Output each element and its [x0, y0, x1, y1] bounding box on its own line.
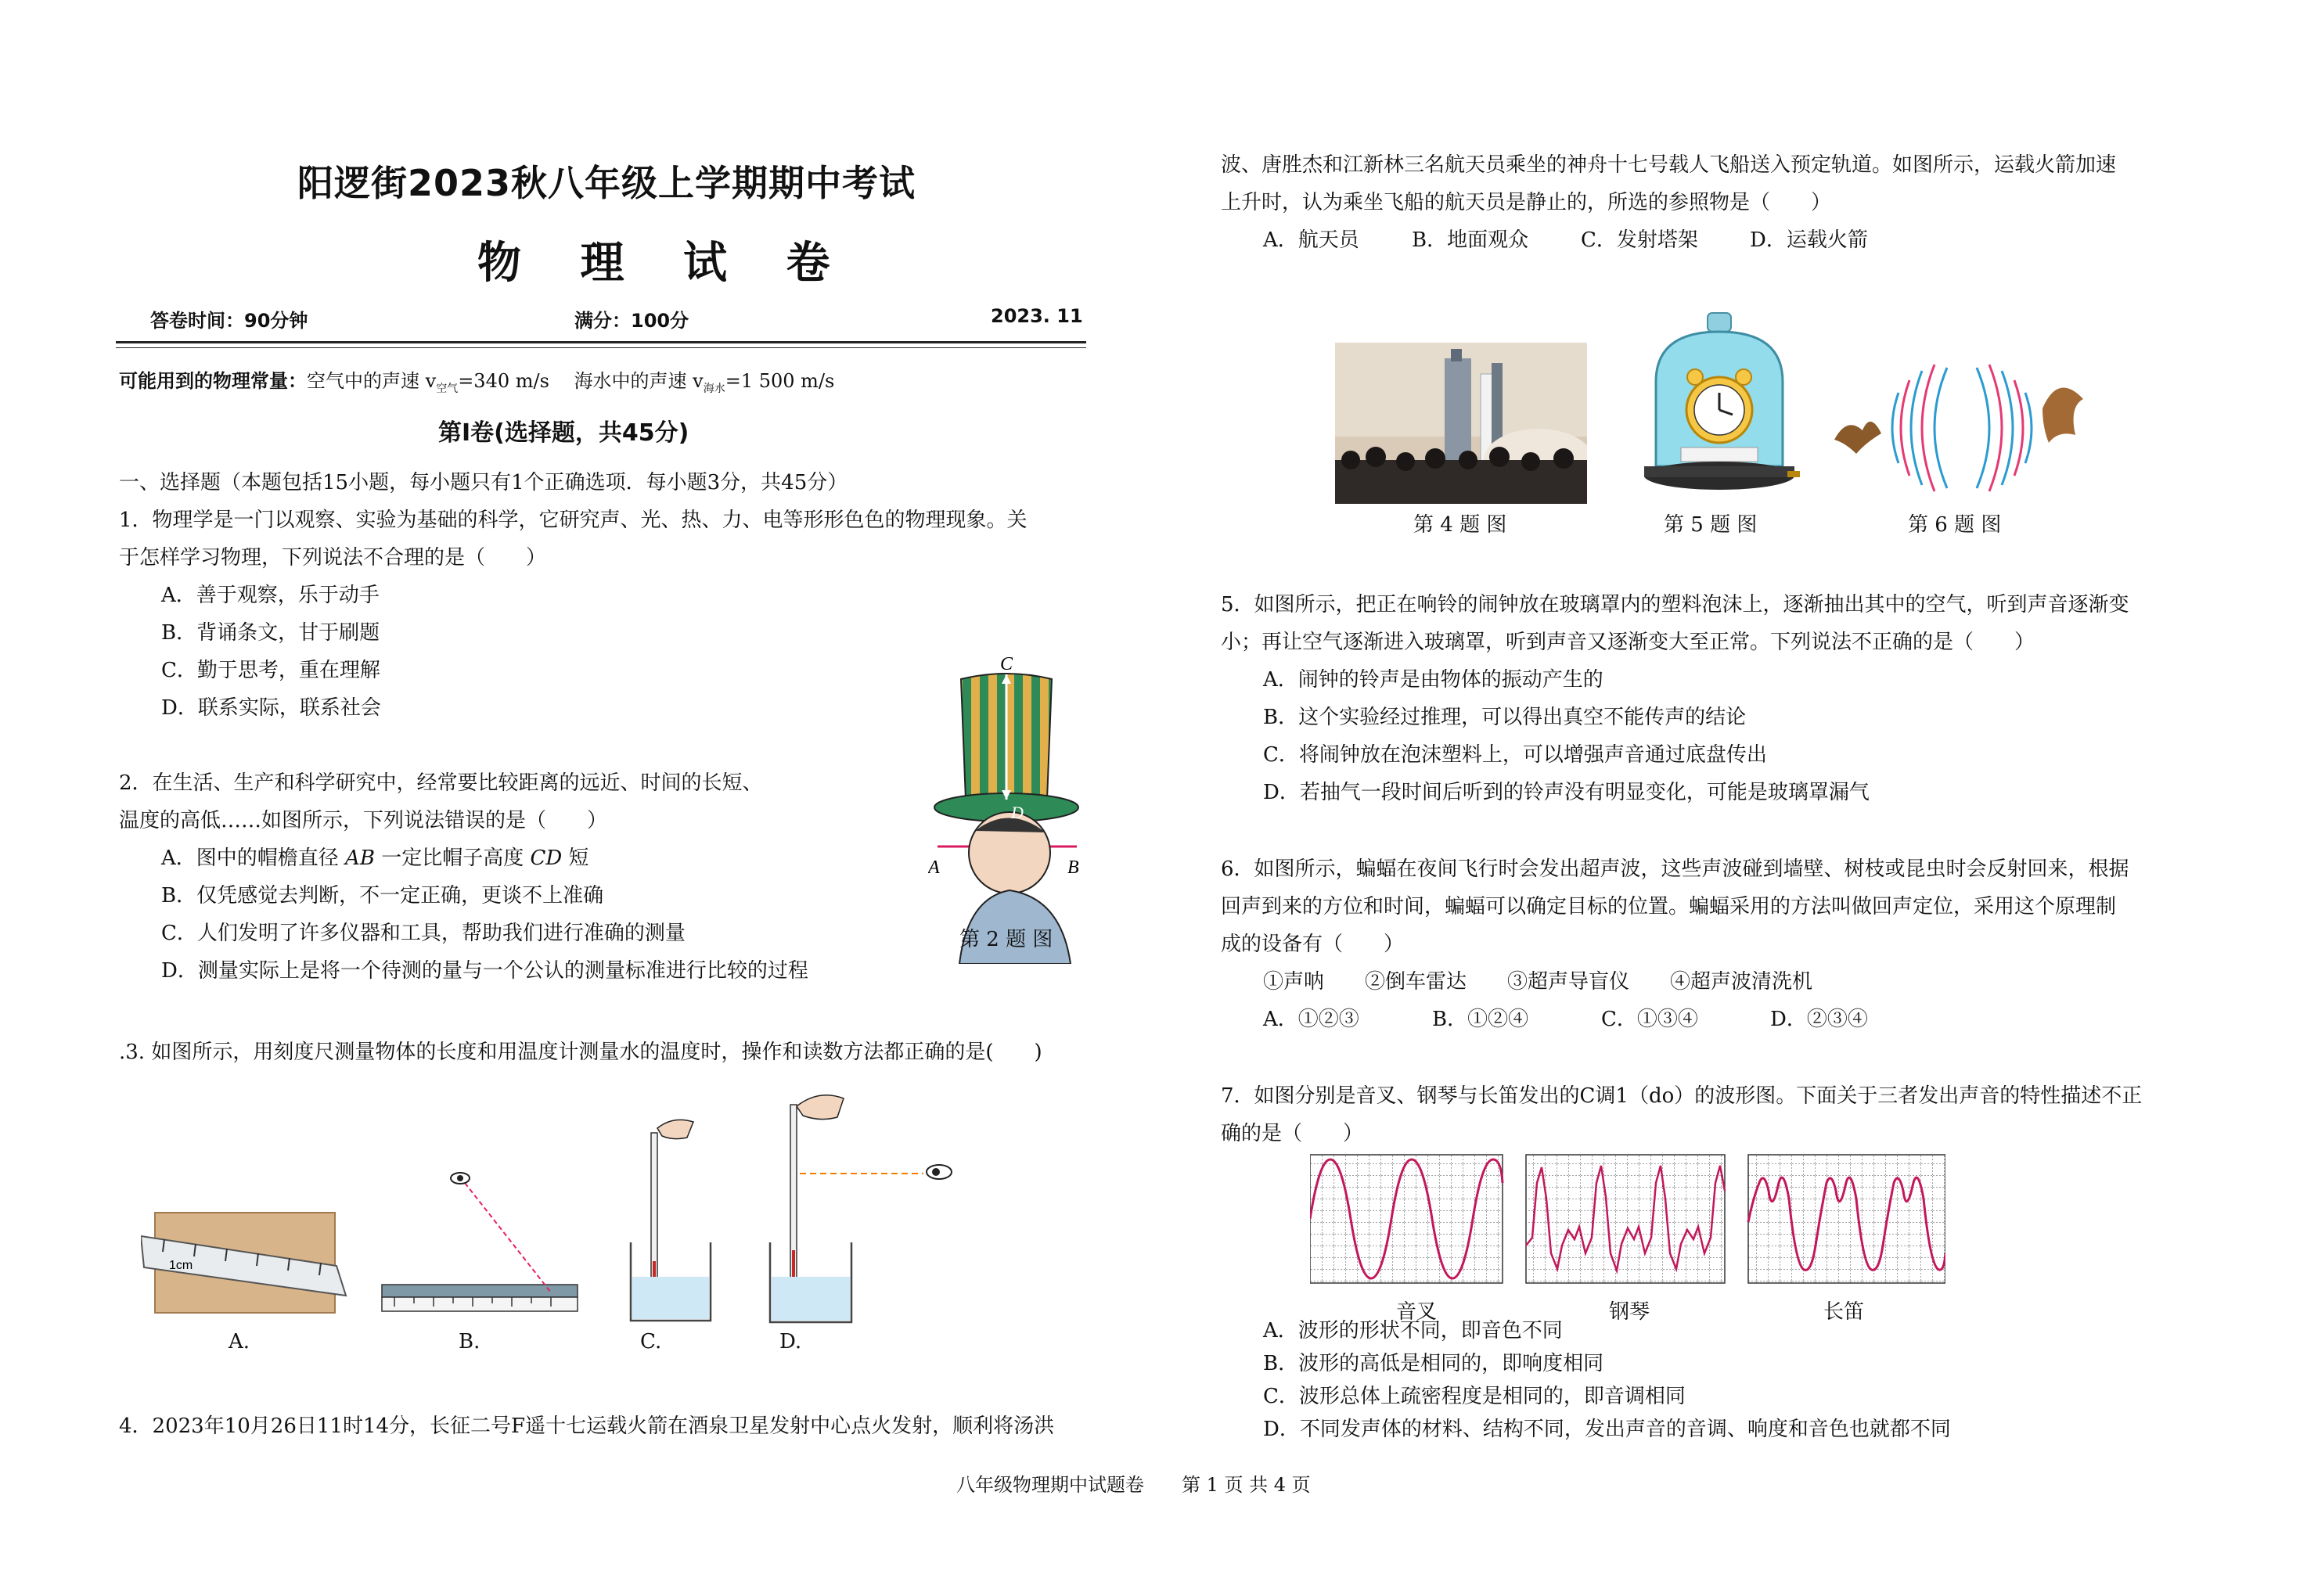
fig6-bats-waves: [1831, 361, 2089, 494]
q3-label-b: B.: [459, 1330, 480, 1353]
fig4-caption: 第 4 题 图: [1413, 513, 1507, 537]
constants-label: 可能用到的物理常量：: [119, 370, 307, 392]
q2-line2: 温度的高低……如图所示，下列说法错误的是（ ）: [119, 809, 608, 832]
q6-items: ①声呐 ②倒车雷达 ③超声导盲仪 ④超声波清洗机: [1263, 970, 1813, 994]
q7-line1: 7．如图分别是音叉、钢琴与长笛发出的C调1（do）的波形图。下面关于三者发出声音的特性描述不正: [1221, 1084, 2143, 1108]
q3-label-d: D.: [779, 1330, 802, 1353]
exam-subtitle: 物 理 试 卷: [477, 238, 852, 289]
section-heading: 第Ⅰ卷(选择题，共45分): [438, 419, 689, 447]
q5-line2: 小；再让空气逐渐进入玻璃罩，听到声音又逐渐变大至正常。下列说法不正确的是（ ）: [1221, 631, 2035, 654]
q7-option-a: A．波形的形状不同，即音色不同: [1263, 1319, 1563, 1343]
physics-constants: [119, 368, 834, 402]
q5-option-d: D．若抽气一段时间后听到的铃声没有明显变化，可能是玻璃罩漏气: [1263, 781, 1870, 804]
fig4-rocket-photo: [1335, 343, 1587, 504]
q2-line1: 2．在生活、生产和科学研究中，经常要比较距离的远近、时间的长短、: [119, 771, 763, 795]
sea-speed-value: =1 500 m/s: [725, 370, 835, 392]
exam-title: 阳逻街2023秋八年级上学期期中考试: [297, 162, 916, 204]
exam-date: 2023. 11: [991, 305, 1083, 327]
air-speed-value: =340 m/s: [458, 370, 549, 392]
q2-figure-caption: 第 2 题 图: [959, 928, 1053, 951]
q4-line2: 上升时，认为乘坐飞船的航天员是静止的，所选的参照物是（ ）: [1221, 191, 1832, 214]
q4-option-d: D．运载火箭: [1750, 228, 1868, 252]
q5-option-c: C．将闹钟放在泡沫塑料上，可以增强声音通过底盘传出: [1263, 743, 1767, 767]
q2-option-d: D．测量实际上是将一个待测的量与一个公认的测量标准进行比较的过程: [161, 959, 808, 983]
exam-time: 答卷时间：90分钟: [150, 310, 308, 332]
q5-line1: 5．如图所示，把正在响铃的闹钟放在玻璃罩内的塑料泡沫上，逐渐抽出其中的空气，听到声音逐渐变: [1221, 593, 2129, 616]
q1-option-d: D．联系实际，联系社会: [161, 696, 381, 720]
q2-option-c: C．人们发明了许多仪器和工具，帮助我们进行准确的测量: [161, 922, 686, 945]
q7-waveforms: [1310, 1152, 1945, 1292]
q2-label-b: B: [1067, 857, 1079, 878]
q7-line2: 确的是（ ）: [1221, 1122, 1364, 1145]
q6-line2: 回声到来的方位和时间，蝙蝠可以确定目标的位置。蝙蝠采用的方法叫做回声定位，采用这个原理制: [1221, 895, 2117, 918]
q2-label-a: A: [928, 857, 940, 878]
q6-option-c: C．①③④: [1601, 1008, 1698, 1031]
q1-option-c: C．勤于思考，重在理解: [161, 659, 380, 682]
q7-option-d: D．不同发声体的材料、结构不同，发出声音的音调、响度和音色也就都不同: [1263, 1418, 1951, 1441]
air-speed-sub: 空气: [436, 382, 459, 395]
q3-ruler-label: 1cm: [169, 1259, 193, 1272]
wave-panel-tuning-fork: [1310, 1155, 1503, 1283]
q7-option-b: B．波形的高低是相同的，即响度相同: [1263, 1352, 1604, 1375]
page-footer: 八年级物理期中试题卷 第 1 页 共 4 页: [956, 1474, 1311, 1496]
q2-label-c: C: [1000, 654, 1013, 674]
q3-figure-a: [141, 1197, 352, 1322]
wave-label-tuning-fork: 音叉: [1396, 1300, 1438, 1324]
q5-option-a: A．闹钟的铃声是由物体的振动产生的: [1263, 668, 1603, 692]
q7-option-c: C．波形总体上疏密程度是相同的，即音调相同: [1263, 1385, 1686, 1408]
q2-label-d: D: [1011, 803, 1024, 822]
q3-line1: .3. 如图所示，用刻度尺测量物体的长度和用温度计测量水的温度时，操作和读数方法都正确的是( ): [119, 1041, 1042, 1064]
part1-title: 一、选择题（本题包括15小题，每小题只有1个正确选项．每小题3分，共45分）: [119, 471, 848, 494]
wave-label-piano: 钢琴: [1609, 1300, 1650, 1324]
q4-line1: 波、唐胜杰和江新林三名航天员乘坐的神舟十七号载人飞船送入预定轨道。如图所示，运载火箭加速: [1221, 153, 2117, 177]
q2-option-a-cd: CD: [530, 847, 563, 870]
exam-score: 满分：100分: [574, 310, 689, 332]
q2-option-a-text3: 短: [568, 847, 589, 870]
wave-label-flute: 长笛: [1823, 1300, 1865, 1324]
fig5-bell-jar: [1639, 310, 1800, 505]
air-speed-text: 空气中的声速 v: [307, 370, 437, 392]
q6-line3: 成的设备有（ ）: [1221, 933, 1405, 956]
q3-figure-b: [379, 1166, 582, 1322]
q3-figure-c: [618, 1111, 736, 1322]
header-rule-thin: [116, 347, 1086, 348]
q1-line2: 于怎样学习物理，下列说法不合理的是（ ）: [119, 546, 547, 570]
q4-option-b: B．地面观众: [1412, 228, 1529, 252]
q2-option-a-text2: 一定比帽子高度: [381, 847, 524, 870]
q1-option-b: B．背诵条文，甘于刷题: [161, 621, 380, 645]
header-rule-thick: [116, 341, 1086, 343]
q4-option-c: C．发射塔架: [1581, 228, 1698, 252]
q6-option-a: A．①②③: [1263, 1008, 1359, 1031]
q2-option-a-ab: AB: [345, 847, 375, 870]
q6-option-d: D．②③④: [1770, 1008, 1868, 1031]
q4-line-start: 4．2023年10月26日11时14分，长征二号F遥十七运载火箭在酒泉卫星发射中心点火发射，顺利将汤洪: [119, 1414, 1055, 1438]
q3-figure-d: [756, 1089, 975, 1324]
q1-option-a: A．善于观察，乐于动手: [161, 584, 380, 607]
fig6-caption: 第 6 题 图: [1908, 513, 2002, 537]
q3-label-c: C.: [640, 1330, 662, 1353]
wave-panel-flute: [1748, 1155, 1945, 1283]
fig5-caption: 第 5 题 图: [1664, 513, 1758, 537]
q2-option-a: [161, 845, 589, 872]
q6-line1: 6．如图所示，蝙蝠在夜间飞行时会发出超声波，这些声波碰到墙壁、树枝或昆虫时会反射回来，根据: [1221, 857, 2129, 881]
q2-option-b: B．仅凭感觉去判断，不一定正确，更谈不上准确: [161, 884, 604, 908]
q3-label-a: A.: [229, 1330, 250, 1353]
q1-line1: 1．物理学是一门以观察、实验为基础的科学，它研究声、光、热、力、电等形形色色的物理现象。关: [119, 509, 1028, 532]
q5-option-b: B．这个实验经过推理，可以得出真空不能传声的结论: [1263, 706, 1747, 729]
q2-option-a-text1: A．图中的帽檐直径: [161, 847, 339, 870]
q4-option-a: A．航天员: [1263, 228, 1359, 252]
q6-option-b: B．①②④: [1432, 1008, 1529, 1031]
q2-figure-hat: [928, 651, 1085, 964]
wave-panel-piano: [1526, 1155, 1725, 1283]
sea-speed-sub: 海水: [703, 382, 725, 395]
sea-speed-text: 海水中的声速 v: [574, 370, 704, 392]
